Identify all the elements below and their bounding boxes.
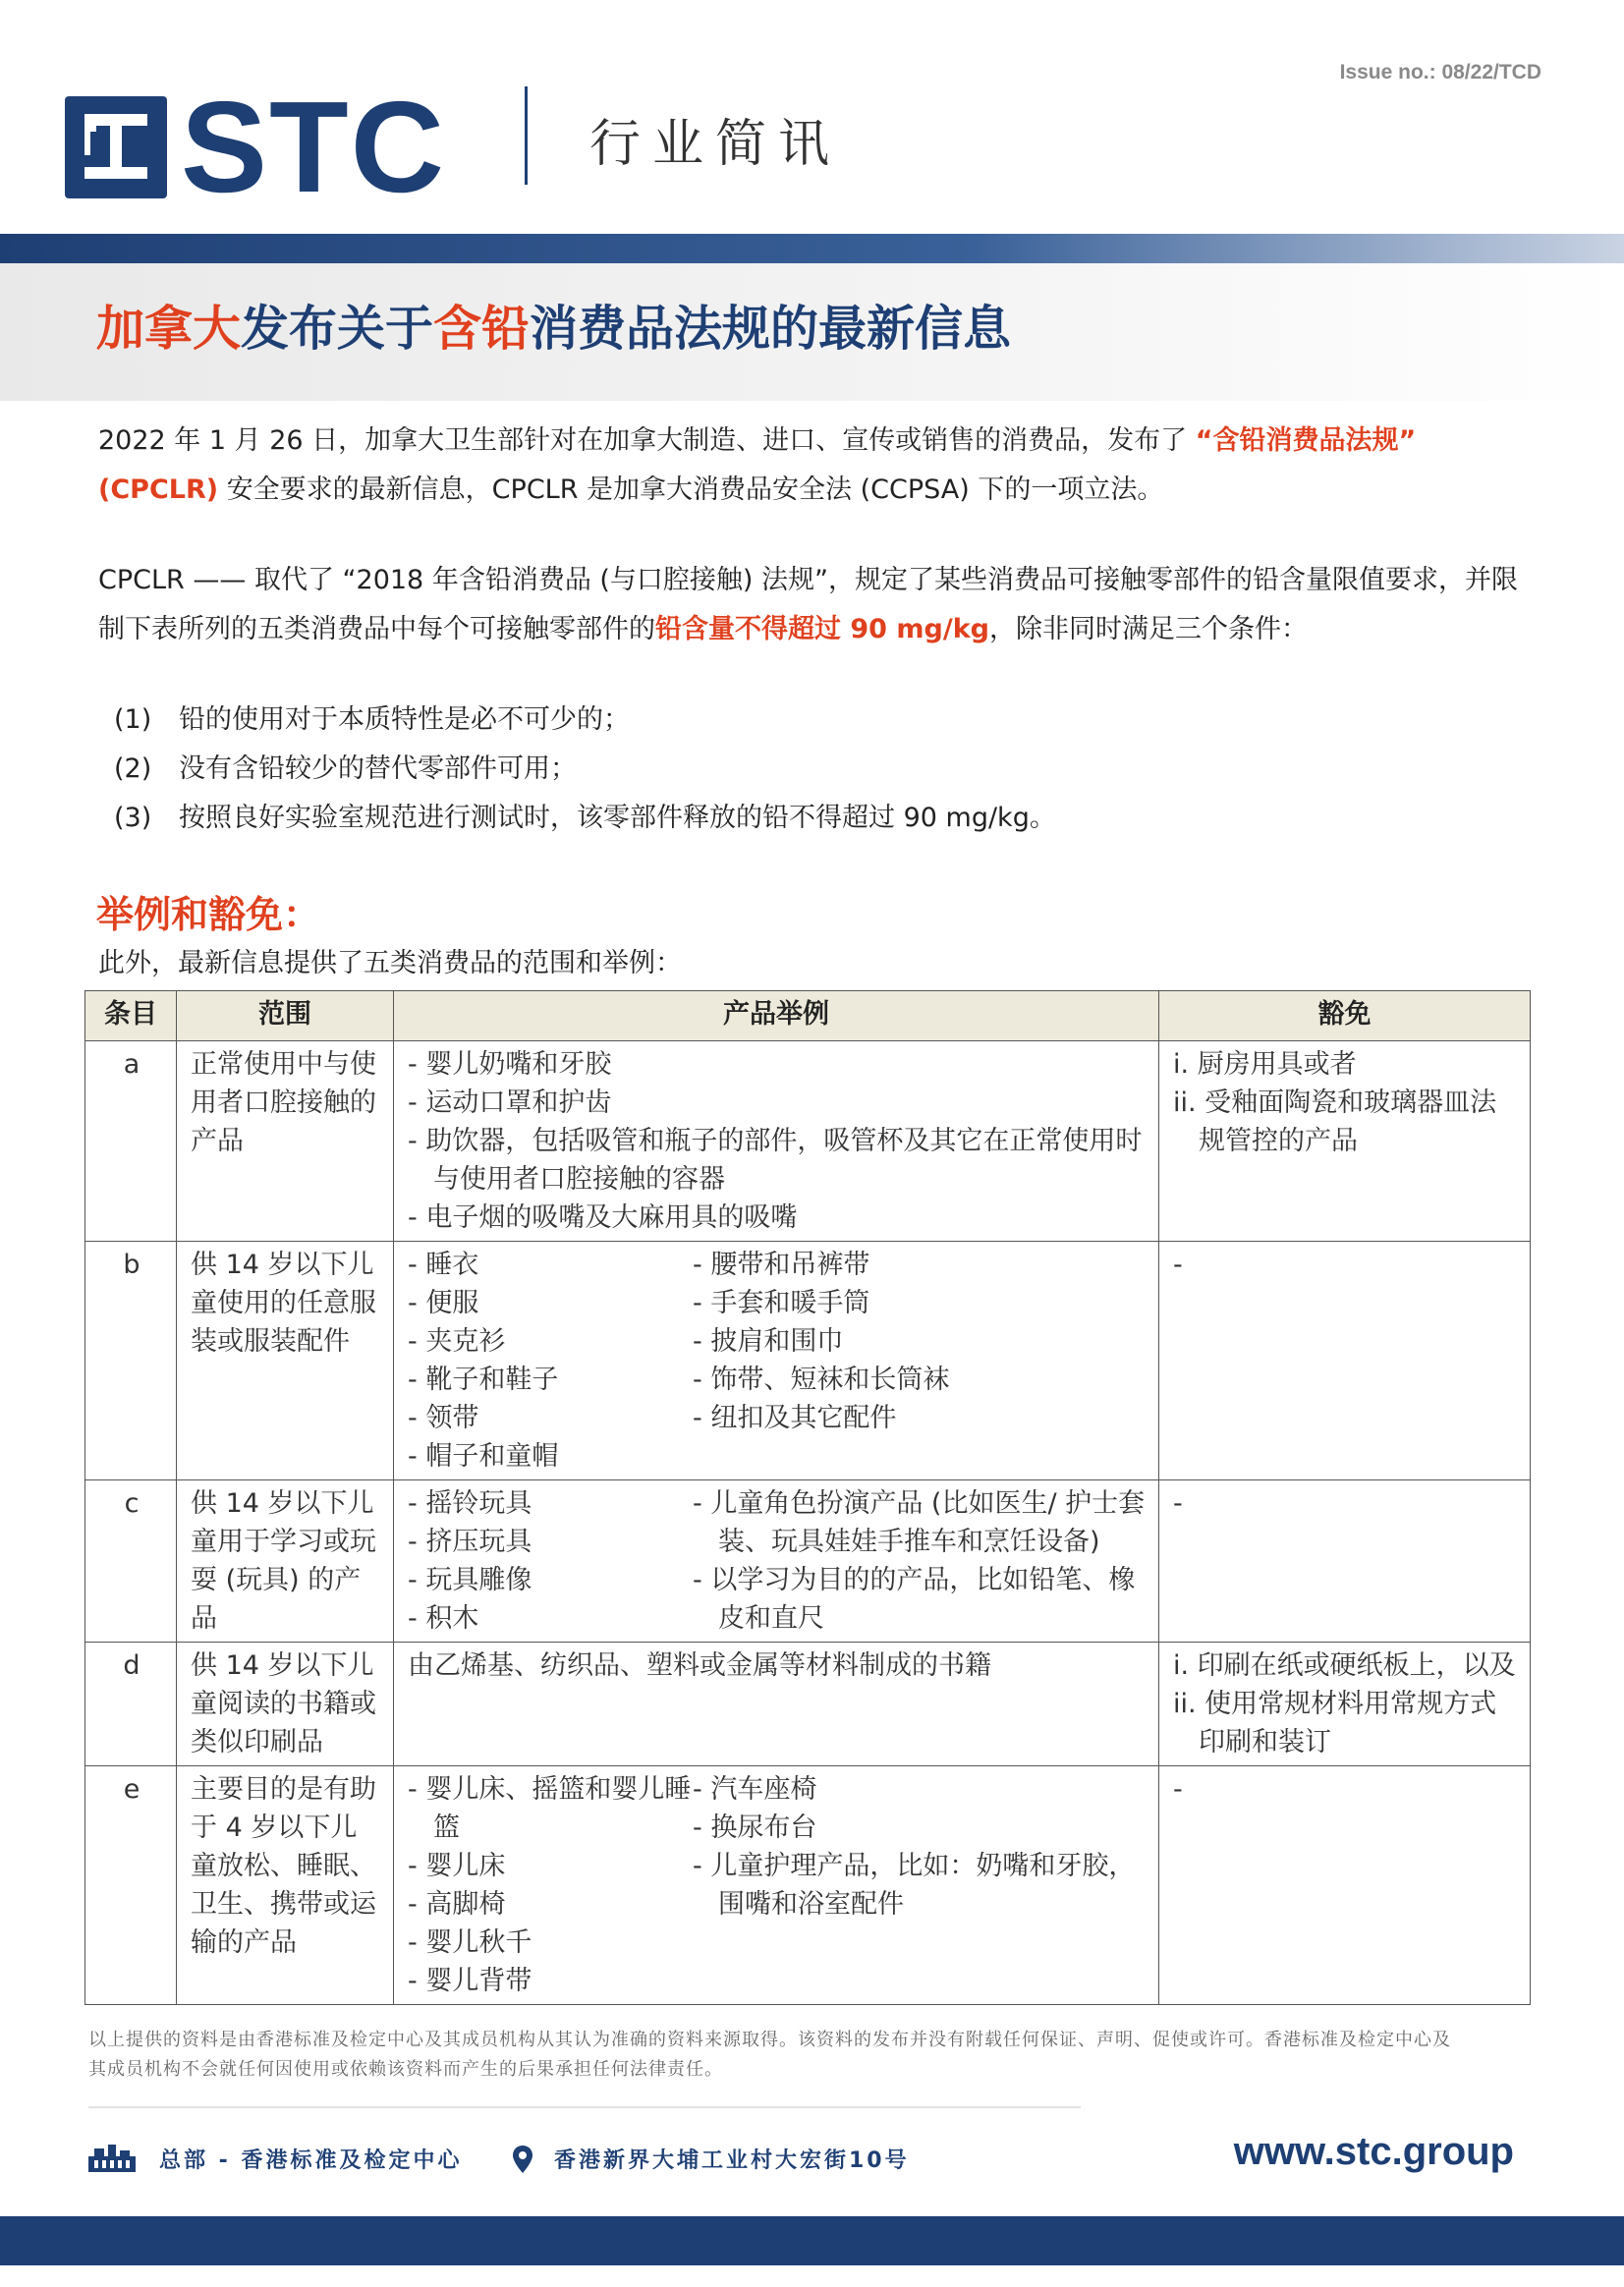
footer-address — [513, 2144, 910, 2174]
section-heading: 举例和豁免： — [96, 893, 321, 936]
website-link[interactable]: www.stc.group — [1233, 2130, 1514, 2173]
row-exemptions: - — [1159, 1242, 1531, 1480]
conditions-list — [114, 696, 1056, 843]
row-exemptions: i. 印刷在纸或硬纸板上，以及 ii. 使用常规材料用常规方式印刷和装订 — [1159, 1643, 1531, 1766]
title-text-1: 发布关于 — [241, 301, 434, 357]
row-item: c — [85, 1480, 177, 1643]
header-item: 条目 — [85, 991, 177, 1041]
footer-bar — [0, 2216, 1624, 2265]
p2-text-b: ，除非同时满足三个条件： — [988, 614, 1308, 644]
section-intro: 此外，最新信息提供了五类消费品的范围和举例： — [98, 948, 682, 978]
header-examples: 产品举例 — [394, 991, 1159, 1041]
p2-highlight: 铅含量不得超过 90 mg/kg — [655, 614, 989, 644]
p2-text-a: CPCLR —— 取代了 “2018 年含铅消费品 (与口腔接触) 法规”，规定了某些消费品可接触零部件的铅含量限值要求，并限制下表所列的五类消费品中每个可接触零部件的 — [98, 565, 1519, 644]
address-text: 香港新界大埔工业村大宏街10号 — [554, 2148, 910, 2173]
footer-divider — [88, 2106, 1081, 2108]
row-exemptions: i. 厨房用具或者 ii. 受釉面陶瓷和玻璃器皿法规管控的产品 — [1159, 1041, 1531, 1242]
condition-item: (3) 按照良好实验室规范进行测试时，该零部件释放的铅不得超过 90 mg/kg。 — [114, 803, 1056, 833]
row-item: d — [85, 1643, 177, 1766]
p1-highlight: “含铅消费品法规” (CPCLR) — [98, 425, 1417, 505]
logo-text: STC — [181, 75, 446, 219]
stc-logo-mark — [65, 96, 167, 198]
page-title — [96, 291, 1011, 360]
row-scope: 供 14 岁以下儿童使用的任意服装或服装配件 — [177, 1242, 394, 1480]
header-bar — [0, 234, 1624, 263]
footer-headquarters — [86, 2144, 462, 2174]
table-row — [85, 1480, 1531, 1643]
table-row — [85, 1242, 1531, 1480]
hq-text: 总部 - 香港标准及检定中心 — [159, 2148, 463, 2173]
product-table — [84, 990, 1531, 2005]
table-row — [85, 1041, 1531, 1242]
row-scope: 主要目的是有助于 4 岁以下儿童放松、睡眠、卫生、携带或运输的产品 — [177, 1766, 394, 2005]
header-divider — [525, 86, 528, 185]
p1-text-a: 2022 年 1 月 26 日，加拿大卫生部针对在加拿大制造、进口、宣传或销售的消费品，发布了 — [98, 425, 1188, 456]
row-item: e — [85, 1766, 177, 2005]
disclaimer: 以上提供的资料是由香港标准及检定中心及其成员机构从其认为准确的资料来源取得。该资料的发布并没有附载任何保证、声明、促使或许可。香港标准及检定中心及其成员机构不会就任何因使用或依赖该资料而产生的后果承担任何法律责任。 — [88, 2030, 1451, 2080]
row-item: b — [85, 1242, 177, 1480]
row-examples: - 摇铃玩具 - 挤压玩具 - 玩具雕像 - 积木 - 儿童角色扮演产品 (比如医生/ 护士套装、玩具娃娃手推车和烹饪设备) - 以学习为目的的产品，比如铅笔、橡皮和直尺 — [394, 1480, 1159, 1643]
condition-item: (2) 没有含铅较少的替代零部件可用； — [114, 753, 577, 784]
row-scope: 供 14 岁以下儿童阅读的书籍或类似印刷品 — [177, 1643, 394, 1766]
header-exemptions: 豁免 — [1159, 991, 1531, 1041]
row-scope: 正常使用中与使用者口腔接触的产品 — [177, 1041, 394, 1242]
p1-text-b: 安全要求的最新信息，CPCLR 是加拿大消费品安全法 (CCPSA) 下的一项立法。 — [226, 474, 1164, 505]
title-country: 加拿大 — [96, 301, 242, 357]
stc-logo — [65, 75, 446, 219]
header-scope: 范围 — [177, 991, 394, 1041]
row-examples: - 婴儿奶嘴和牙胶 - 运动口罩和护齿 - 助饮器，包括吸管和瓶子的部件，吸管杯及其它在正常使用时与使用者口腔接触的容器 - 电子烟的吸嘴及大麻用具的吸嘴 — [394, 1041, 1159, 1242]
title-lead: 含铅 — [433, 301, 531, 357]
row-exemptions: - — [1159, 1766, 1531, 2005]
row-exemptions: - — [1159, 1480, 1531, 1643]
title-text-2: 消费品法规的最新信息 — [530, 301, 1012, 357]
table-row — [85, 1766, 1531, 2005]
row-examples: - 婴儿床、摇篮和婴儿睡篮 - 婴儿床 - 高脚椅 - 婴儿秋千 - 婴儿背带 - 汽车座椅 - 换尿布台 - 儿童护理产品，比如：奶嘴和牙胶，围嘴和浴室配件 — [394, 1766, 1159, 2005]
building-icon — [86, 2145, 138, 2174]
location-pin-icon — [513, 2146, 532, 2173]
condition-item: (1) 铅的使用对于本质特性是必不可少的； — [114, 704, 630, 735]
intro-paragraph-1 — [98, 417, 1533, 515]
row-item: a — [85, 1041, 177, 1242]
row-examples: 由乙烯基、纺织品、塑料或金属等材料制成的书籍 — [394, 1643, 1159, 1766]
issue-number: Issue no.: 08/22/TCD — [1339, 61, 1541, 84]
newsletter-label: 行业简讯 — [589, 115, 842, 174]
table-header-row — [85, 991, 1531, 1041]
table-row — [85, 1643, 1531, 1766]
intro-paragraph-2 — [98, 556, 1533, 654]
row-scope: 供 14 岁以下儿童用于学习或玩耍 (玩具) 的产品 — [177, 1480, 394, 1643]
row-examples: - 睡衣 - 便服 - 夹克衫 - 靴子和鞋子 - 领带 - 帽子和童帽 - 腰带和吊裤带 - 手套和暖手筒 - 披肩和围巾 - 饰带、短袜和长筒袜 - 纽扣及其它配件 — [394, 1242, 1159, 1480]
